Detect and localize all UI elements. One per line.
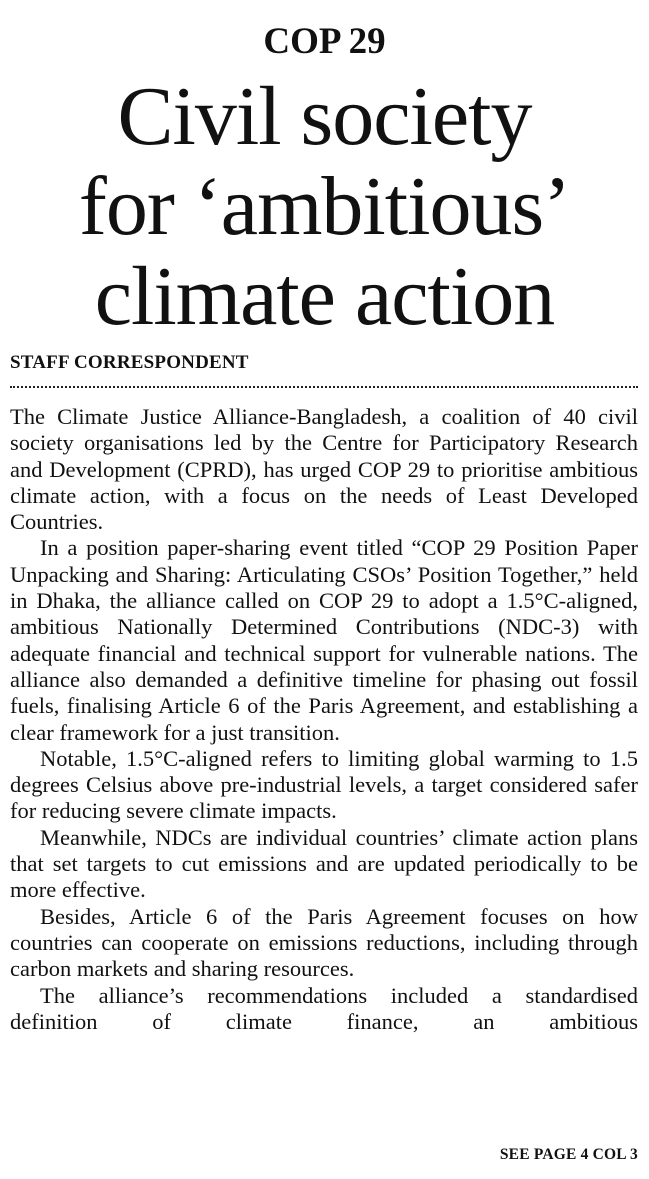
article-body <box>10 404 638 1035</box>
headline-line: for ‘ambitious’ <box>78 160 571 253</box>
paragraph: Meanwhile, NDCs are individual countries’ climate action plans that set targets to cut emissions and are updated periodically to be more effective. <box>10 824 638 903</box>
paragraph: In a position paper-sharing event titled “COP 29 Position Paper Unpacking and Sharing: Articulating CSOs’ Position Together,” held in Dhaka, the alliance called on COP 29 to adopt a 1.5°C-aligned, ambitious Nationally Determined Contributions (NDC-3) with adequate financial and technical support for vulnerable nations. The alliance also demanded a definitive timeline for phasing out fossil fuels, finalising Article 6 of the Paris Agreement, and establishing a clear framework for a just transition. <box>10 535 638 745</box>
paragraph: Notable, 1.5°C-aligned refers to limiting global warming to 1.5 degrees Celsius above pre-industrial levels, a target considered safer for reducing severe climate impacts. <box>10 745 638 824</box>
paragraph: Besides, Article 6 of the Paris Agreement focuses on how countries can cooperate on emissions reductions, including through carbon markets and sharing resources. <box>10 903 638 982</box>
paragraph: The Climate Justice Alliance-Bangladesh, a coalition of 40 civil society organisations led by the Centre for Participatory Research and Development (CPRD), has urged COP 29 to prioritise ambitious climate action, with a focus on the needs of Least Developed Countries. <box>10 404 638 535</box>
dotted-divider <box>10 386 638 388</box>
headline-line: Civil society <box>117 70 532 163</box>
continuation-note: SEE PAGE 4 COL 3 <box>499 1146 638 1163</box>
byline: STAFF CORRESPONDENT <box>10 352 249 373</box>
headline <box>0 72 649 342</box>
headline-line: climate action <box>94 250 555 343</box>
paragraph: The alliance’s recommendations included a standardised definition of climate finance, an ambitious <box>10 982 638 1034</box>
kicker: COP 29 <box>263 21 386 62</box>
